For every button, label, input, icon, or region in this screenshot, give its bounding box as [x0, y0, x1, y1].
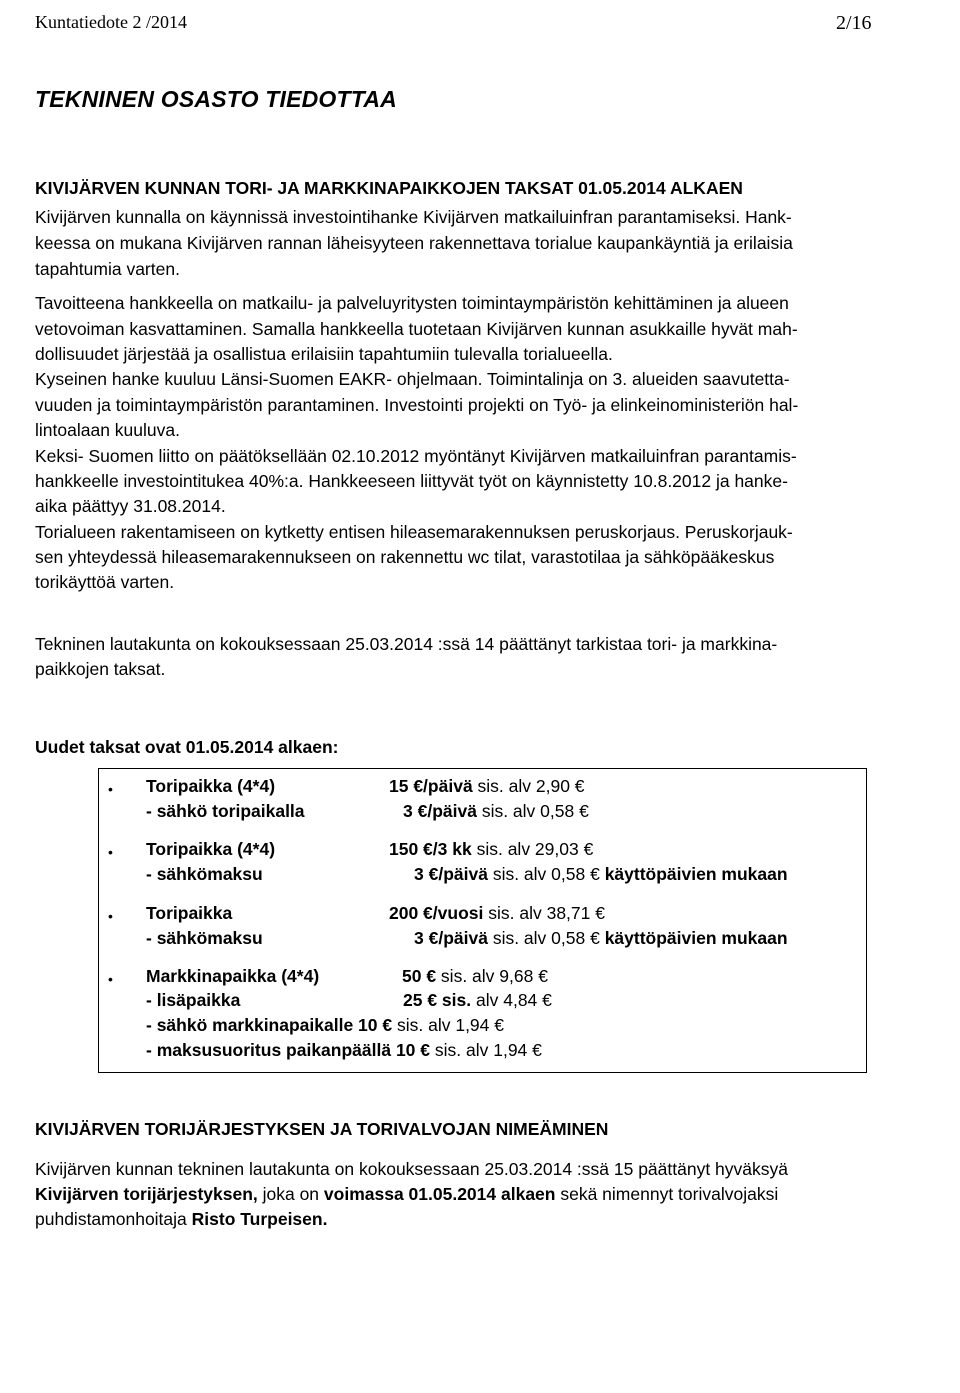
newsletter-issue: Kuntatiedote 2 /2014 — [35, 12, 187, 32]
fee-item-line: - maksusuoritus paikanpäällä 10 € sis. alv 1,94 € — [146, 1040, 542, 1060]
fee-item-name: Toripaikka (4*4) — [146, 839, 276, 859]
fee-item-price: 3 €/päivä sis. alv 0,58 € käyttöpäivien mukaan — [414, 864, 788, 884]
body-line: hankkeelle investointitukea 40%:a. Hankkeeseen liittyvät työt on käynnistetty 10.8.2012 ja hanke- — [35, 471, 788, 491]
body-line: Kyseinen hanke kuuluu Länsi-Suomen EAKR- ohjelmaan. Toimintalinja on 3. alueiden saavutetta- — [35, 369, 790, 389]
bullet-icon: • — [108, 781, 113, 797]
fee-item-name: - sähkö toripaikalla — [146, 801, 305, 821]
body-line: Kivijärven kunnan tekninen lautakunta on kokouksessaan 25.03.2014 :ssä 15 päättänyt hyväksyä — [35, 1159, 789, 1179]
body-line: Tekninen lautakunta on kokouksessaan 25.03.2014 :ssä 14 päättänyt tarkistaa tori- ja markkina- — [35, 634, 778, 654]
body-line: Tavoitteena hankkeella on matkailu- ja palveluyritysten toimintaympäristön kehittäminen ja alueen — [35, 293, 789, 313]
body-line: Torialueen rakentamiseen on kytketty entisen hileasemarakennuksen peruskorjaus. Peruskorjauk- — [35, 522, 793, 542]
fee-item-name: Toripaikka (4*4) — [146, 776, 276, 796]
body-line: vuuden ja toimintaympäristön parantaminen. Investointi projekti on Työ- ja elinkeinoministeriön hal- — [35, 395, 799, 415]
fee-item-line: - sähkö markkinapaikalle 10 € sis. alv 1,94 € — [146, 1015, 504, 1035]
body-line: Keksi- Suomen liitto on päätöksellään 02.10.2012 myöntänyt Kivijärven matkailuinfran parantamis- — [35, 446, 797, 466]
body-line: Kivijärven torijärjestyksen, joka on voimassa 01.05.2014 alkaen sekä nimennyt torivalvojaksi — [35, 1184, 779, 1204]
fee-item-price: 25 € sis. alv 4,84 € — [403, 990, 552, 1010]
bullet-icon: • — [108, 908, 113, 924]
fee-item-price: 150 €/3 kk sis. alv 29,03 € — [389, 839, 594, 859]
body-line: puhdistamonhoitaja Risto Turpeisen. — [35, 1209, 328, 1229]
fee-item-name: - sähkömaksu — [146, 864, 263, 884]
fee-item-price: 15 €/päivä sis. alv 2,90 € — [389, 776, 585, 796]
fee-item-name: - sähkömaksu — [146, 928, 263, 948]
page-number: 2/16 — [836, 12, 872, 34]
fee-item-name: Markkinapaikka (4*4) — [146, 966, 320, 986]
fees-heading: Uudet taksat ovat 01.05.2014 alkaen: — [35, 737, 339, 757]
article-heading-market-fees: KIVIJÄRVEN KUNNAN TORI- JA MARKKINAPAIKKOJEN TAKSAT 01.05.2014 ALKAEN — [35, 178, 743, 198]
body-line: paikkojen taksat. — [35, 659, 166, 679]
bullet-icon: • — [108, 844, 113, 860]
fee-item-name: - lisäpaikka — [146, 990, 241, 1010]
fee-item-price: 3 €/päivä sis. alv 0,58 € — [403, 801, 589, 821]
fee-item-name: Toripaikka — [146, 903, 233, 923]
section-title: TEKNINEN OSASTO TIEDOTTAA — [35, 86, 397, 112]
body-line: sen yhteydessä hileasemarakennukseen on rakennettu wc tilat, varastotilaa ja sähköpääkeskus — [35, 547, 775, 567]
body-line: lintoalaan kuuluva. — [35, 420, 180, 440]
body-line: tapahtumia varten. — [35, 259, 180, 279]
body-line: keessa on mukana Kivijärven rannan läheisyyteen rakennettava torialue kaupankäyntiä ja erilaisia — [35, 233, 793, 253]
article-heading-market-regulations: KIVIJÄRVEN TORIJÄRJESTYKSEN JA TORIVALVOJAN NIMEÄMINEN — [35, 1119, 609, 1139]
body-line: torikäyttöä varten. — [35, 572, 175, 592]
body-line: vetovoiman kasvattaminen. Samalla hankkeella tuotetaan Kivijärven kunnan asukkaille hyvät mah- — [35, 319, 798, 339]
body-line: aika päättyy 31.08.2014. — [35, 496, 226, 516]
fee-item-price: 3 €/päivä sis. alv 0,58 € käyttöpäivien mukaan — [414, 928, 788, 948]
bullet-icon: • — [108, 971, 113, 987]
fee-item-price: 200 €/vuosi sis. alv 38,71 € — [389, 903, 605, 923]
body-line: dollisuudet järjestää ja osallistua erilaisiin tapahtumiin tulevalla torialueella. — [35, 344, 613, 364]
body-line: Kivijärven kunnalla on käynnissä investointihanke Kivijärven matkailuinfran parantamiseksi. Hank- — [35, 207, 792, 227]
fee-item-price: 50 € sis. alv 9,68 € — [402, 966, 548, 986]
